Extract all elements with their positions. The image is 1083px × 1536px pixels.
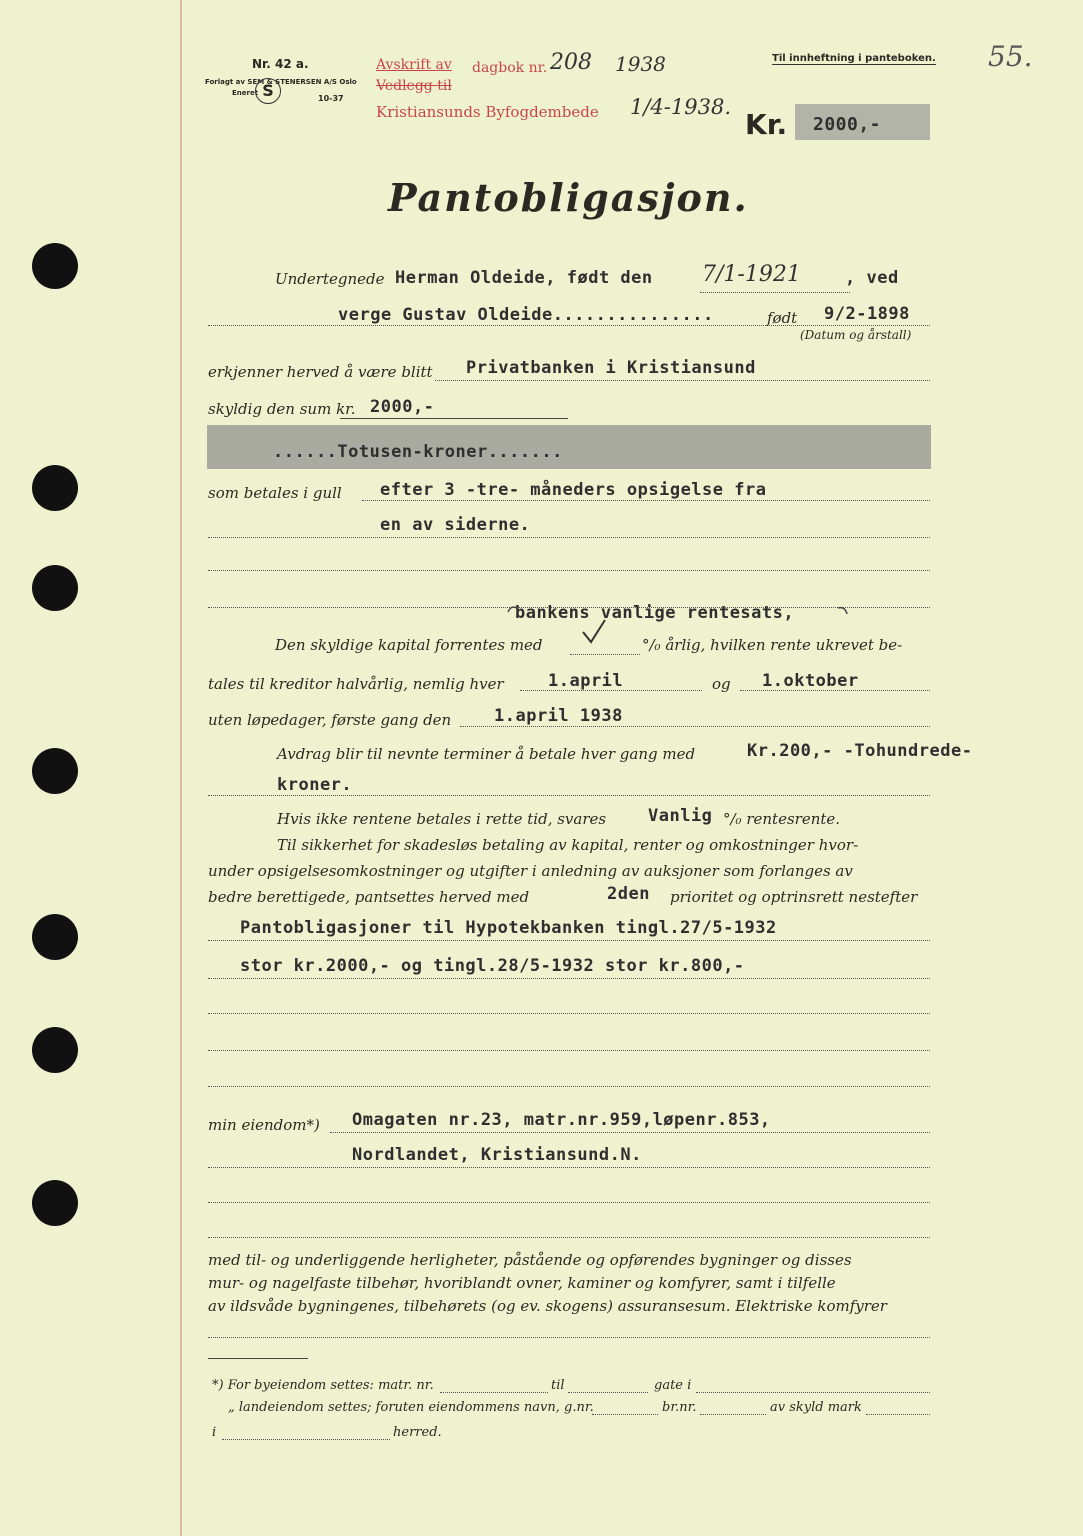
dotted-line: [520, 690, 702, 691]
guardian-name: verge Gustav Oldeide...............: [338, 305, 714, 325]
debtor-name: Herman Oldeide, født den: [395, 268, 653, 288]
footnote-line-2b: br.nr.: [662, 1400, 697, 1415]
datum-note: (Datum og årstall): [800, 328, 912, 342]
terms-line-2: en av siderne.: [380, 515, 531, 535]
closing-line-2: mur- og nagelfaste tilbehør, hvoriblandt ovner, kaminer og komfyrer, samt i tilfelle: [208, 1274, 836, 1292]
sum-value: 2000,-: [370, 397, 435, 417]
terms-line-1: efter 3 -tre- måneders opsigelse fra: [380, 480, 767, 500]
dotted-line: [208, 795, 930, 796]
sikkerhet-line-2: under opsigelsesomkostninger og utgifter i anledning av auksjoner som forlanges av: [208, 862, 853, 880]
avdrag-value: Kr.200,- -Tohundrede-: [747, 741, 973, 761]
dotted-line: [208, 325, 930, 326]
punch-hole: [32, 1027, 78, 1073]
guardian-birth: 9/2-1898: [824, 304, 910, 324]
dotted-line: [592, 1414, 658, 1415]
dotted-line: [208, 1013, 930, 1014]
stamp-avskrift: Avskrift av: [376, 57, 452, 73]
dotted-line: [208, 537, 930, 538]
avdrag-label: Avdrag blir til nevnte terminer å betale hver gang med: [277, 745, 696, 763]
punch-hole: [32, 1180, 78, 1226]
dotted-line: [700, 292, 850, 293]
footnote-line-3a: i: [212, 1425, 217, 1440]
handwritten-date: 1/4-1938.: [630, 95, 732, 119]
dotted-line: [866, 1414, 930, 1415]
page-number: 55.: [988, 40, 1033, 73]
eiendom-label: min eiendom*): [208, 1116, 320, 1134]
publisher-logo-icon: S: [255, 78, 281, 104]
publisher-line: Forlagt av SEM & STENERSEN A/S Oslo: [205, 78, 357, 86]
dotted-line: [208, 1337, 930, 1338]
erkjenner-label: erkjenner herved å være blitt: [208, 363, 433, 381]
stamp-vedlegg: Vedlegg til: [376, 78, 452, 94]
kr-amount-box: [795, 104, 930, 140]
dagbok-year: 1938: [615, 52, 666, 76]
dotted-line: [570, 654, 640, 655]
form-number: Nr. 42 a.: [252, 57, 309, 71]
kr-amount: 2000,-: [813, 114, 882, 135]
dotted-line: [696, 1392, 930, 1393]
term-2: 1.oktober: [762, 671, 859, 691]
red-margin-line: [180, 0, 182, 1536]
publisher-eneret: Eneret: [232, 89, 259, 97]
footnote-line-3b: herred.: [393, 1425, 442, 1440]
footnote-line-2c: av skyld mark: [770, 1400, 862, 1415]
skyldig-label: skyldig den sum kr.: [208, 400, 356, 418]
punch-hole: [32, 748, 78, 794]
hvis-rest: °/₀ rentesrente.: [723, 810, 841, 828]
punch-hole: [32, 243, 78, 289]
og-label: og: [712, 675, 731, 693]
dotted-line: [700, 1414, 766, 1415]
punch-hole: [32, 465, 78, 511]
fodt-label: født: [767, 309, 798, 327]
sikkerhet-line-3b: prioritet og optrinsrett nestefter: [670, 888, 918, 906]
kreditor-label: tales til kreditor halvårlig, nemlig hver: [208, 675, 504, 693]
lopedager-label: uten løpedager, første gang den: [208, 711, 452, 729]
dotted-line: [435, 380, 930, 381]
dotted-line: [208, 1202, 930, 1203]
sum-underline: [340, 418, 568, 419]
term-1: 1.april: [548, 671, 624, 691]
dotted-line: [362, 500, 930, 501]
dagbok-number: 208: [550, 50, 592, 75]
stamp-dagbok: dagbok nr.: [472, 60, 548, 76]
dotted-line: [208, 1237, 930, 1238]
forrentes-rest: °/₀ årlig, hvilken rente ukrevet be-: [642, 636, 903, 654]
first-date: 1.april 1938: [494, 706, 623, 726]
footnote-line-2a: „ landeiendom settes; foruten eiendommens navn, g.nr.: [228, 1400, 594, 1415]
sikkerhet-line-1: Til sikkerhet for skadesløs betaling av kapital, renter og omkostninger hvor-: [277, 836, 859, 854]
dotted-line: [740, 690, 930, 691]
dotted-line: [222, 1439, 390, 1440]
avdrag-value-2: kroner.: [277, 775, 353, 795]
publisher-code: 10-37: [318, 94, 344, 103]
ved-label: , ved: [845, 268, 899, 288]
hvis-label: Hvis ikke rentene betales i rette tid, svares: [277, 810, 607, 828]
document-title: Pantobligasjon.: [388, 175, 749, 220]
dotted-line: [208, 1086, 930, 1087]
dotted-line: [208, 978, 930, 979]
footnote-line-1c: gate i: [654, 1378, 692, 1393]
dotted-line: [208, 1050, 930, 1051]
dotted-line: [208, 570, 930, 571]
dotted-line: [208, 940, 930, 941]
forrentes-label: Den skyldige kapital forrentes med: [275, 636, 543, 654]
stamp-office: Kristiansunds Byfogdembede: [376, 103, 599, 121]
dotted-line: [460, 726, 930, 727]
top-right-note: Til innheftning i panteboken.: [772, 53, 936, 64]
debtor-birth: 7/1-1921: [702, 262, 801, 287]
footnote-line-1a: *) For byeiendom settes: matr. nr.: [212, 1378, 434, 1393]
dotted-line: [208, 1167, 930, 1168]
sum-words-box: [207, 425, 931, 469]
closing-line-3: av ildsvåde bygningenes, tilbehørets (og ev. skogens) assuransesum. Elektriske komfyrer: [208, 1297, 887, 1315]
rate-typed: bankens vanlige rentesats,: [515, 603, 795, 623]
sikkerhet-line-3a: bedre berettigede, pantsettes herved med: [208, 888, 530, 906]
prior-line-2: stor kr.2000,- og tingl.28/5-1932 stor kr.800,-: [240, 956, 745, 976]
prior-line-1: Pantobligasjoner til Hypotekbanken tingl.27/5-1932: [240, 918, 777, 938]
property-line-1: Omagaten nr.23, matr.nr.959,løpenr.853,: [352, 1110, 771, 1130]
kr-label: Kr.: [745, 108, 788, 141]
footnote-rule: [208, 1358, 308, 1359]
property-line-2: Nordlandet, Kristiansund.N.: [352, 1145, 642, 1165]
punch-hole: [32, 565, 78, 611]
undertegnede-label: Undertegnede: [275, 270, 385, 288]
hvis-value: Vanlig: [648, 806, 713, 826]
dotted-line: [330, 1132, 930, 1133]
dotted-line: [568, 1392, 648, 1393]
footnote-line-1b: til: [551, 1378, 565, 1393]
closing-line-1: med til- og underliggende herligheter, påstående og opførendes bygninger og disses: [208, 1251, 852, 1269]
sum-words: ......Totusen-kroner.......: [273, 442, 563, 462]
punch-hole: [32, 914, 78, 960]
dotted-line: [440, 1392, 548, 1393]
prioritet-value: 2den: [607, 884, 650, 904]
creditor-name: Privatbanken i Kristiansund: [466, 358, 756, 378]
betales-label: som betales i gull: [208, 484, 342, 502]
